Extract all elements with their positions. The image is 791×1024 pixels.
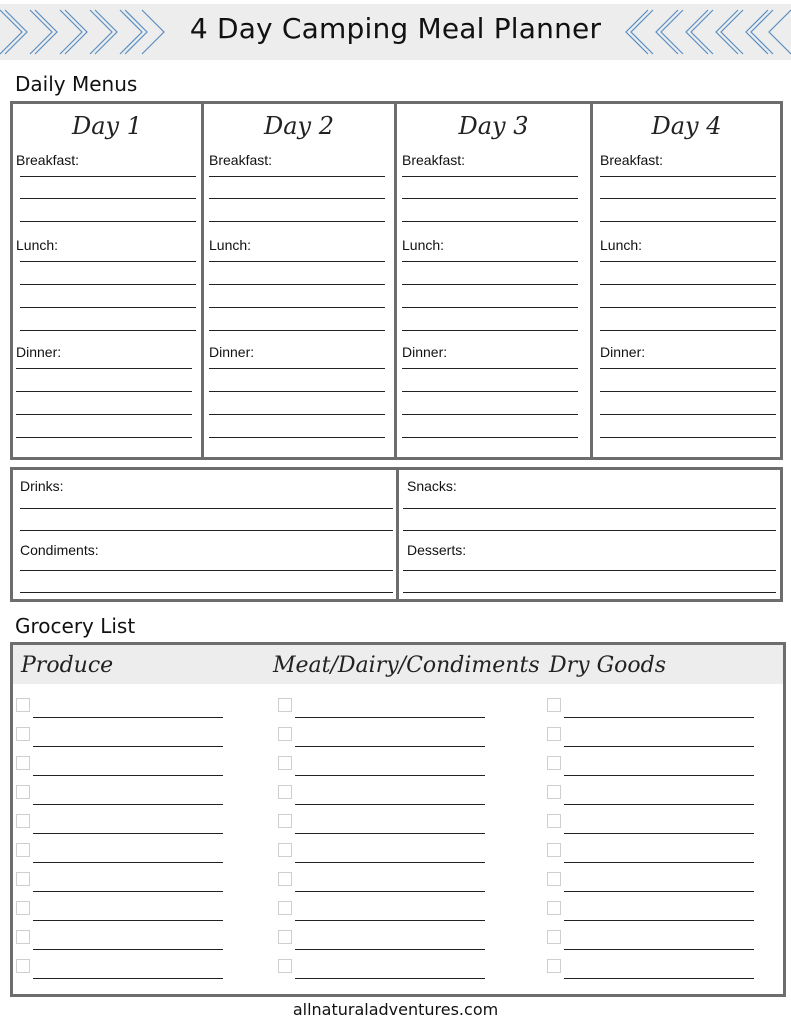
- dry-goods-item-line[interactable]: [564, 717, 754, 718]
- meat-dairy-checkbox[interactable]: [278, 785, 292, 799]
- meat-dairy-item-line[interactable]: [295, 920, 485, 921]
- lunch-line[interactable]: [402, 261, 578, 262]
- dry-goods-checkbox[interactable]: [547, 930, 561, 944]
- dinner-line[interactable]: [402, 437, 578, 438]
- produce-checkbox[interactable]: [16, 901, 30, 915]
- dry-goods-checkbox[interactable]: [547, 843, 561, 857]
- day-title: Day 3: [458, 112, 529, 140]
- page-title: 4 Day Camping Meal Planner: [189, 12, 602, 45]
- meat-dairy-checkbox[interactable]: [278, 872, 292, 886]
- meat-dairy-item-line[interactable]: [295, 891, 485, 892]
- lunch-line[interactable]: [600, 330, 776, 331]
- dry-goods-item-line[interactable]: [564, 833, 754, 834]
- lunch-line[interactable]: [402, 284, 578, 285]
- day-column-1: [13, 104, 201, 457]
- lunch-line[interactable]: [402, 330, 578, 331]
- meat-dairy-item-line[interactable]: [295, 949, 485, 950]
- day-title: Day 1: [71, 112, 142, 140]
- website-footer: allnaturaladventures.com: [292, 1000, 499, 1019]
- dry-goods-item-line[interactable]: [564, 920, 754, 921]
- meat-dairy-item-line[interactable]: [295, 833, 485, 834]
- snacks-label: Snacks:: [407, 478, 457, 494]
- breakfast-line[interactable]: [20, 176, 196, 177]
- dinner-line[interactable]: [209, 437, 385, 438]
- dinner-label: Dinner:: [600, 344, 646, 360]
- breakfast-line[interactable]: [209, 221, 385, 222]
- header-band: [0, 4, 791, 60]
- dry-goods-checkbox[interactable]: [547, 698, 561, 712]
- meat-dairy-checkbox[interactable]: [278, 901, 292, 915]
- dinner-label: Dinner:: [402, 344, 448, 360]
- breakfast-line[interactable]: [20, 221, 196, 222]
- day-column-4: [593, 104, 780, 457]
- meat-dairy-item-line[interactable]: [295, 804, 485, 805]
- produce-checkbox[interactable]: [16, 698, 30, 712]
- dinner-line[interactable]: [402, 391, 578, 392]
- lunch-label: Lunch:: [402, 237, 445, 253]
- produce-checkbox[interactable]: [16, 727, 30, 741]
- breakfast-line[interactable]: [600, 176, 776, 177]
- breakfast-line[interactable]: [20, 198, 196, 199]
- lunch-label: Lunch:: [209, 237, 252, 253]
- dry-goods-checkbox[interactable]: [547, 959, 561, 973]
- meat-dairy-item-line[interactable]: [295, 862, 485, 863]
- dinner-line[interactable]: [600, 391, 776, 392]
- drinks-label: Drinks:: [20, 478, 64, 494]
- dinner-line[interactable]: [16, 414, 192, 415]
- breakfast-line[interactable]: [402, 198, 578, 199]
- lunch-line[interactable]: [209, 330, 385, 331]
- breakfast-line[interactable]: [600, 221, 776, 222]
- dinner-line[interactable]: [600, 437, 776, 438]
- desserts-label: Desserts:: [407, 542, 467, 558]
- meat-dairy-item-line[interactable]: [295, 717, 485, 718]
- dinner-label: Dinner:: [16, 344, 62, 360]
- dry-goods-checkbox[interactable]: [547, 901, 561, 915]
- day-title: Day 2: [263, 112, 334, 140]
- extras-box: [10, 467, 783, 602]
- meat-dairy-item-line[interactable]: [295, 978, 485, 979]
- column-divider: [396, 470, 399, 599]
- breakfast-label: Breakfast:: [402, 152, 466, 168]
- dinner-line[interactable]: [209, 368, 385, 369]
- dry-goods-item-line[interactable]: [564, 949, 754, 950]
- breakfast-label: Breakfast:: [16, 152, 80, 168]
- drinks-line[interactable]: [20, 508, 393, 509]
- produce-item-line[interactable]: [33, 978, 223, 979]
- meat-dairy-checkbox[interactable]: [278, 814, 292, 828]
- lunch-line[interactable]: [209, 307, 385, 308]
- daily-menus-box: [10, 101, 783, 460]
- produce-checkbox[interactable]: [16, 814, 30, 828]
- dry-goods-item-line[interactable]: [564, 804, 754, 805]
- produce-item-line[interactable]: [33, 775, 223, 776]
- dinner-line[interactable]: [600, 414, 776, 415]
- dry-goods-item-line[interactable]: [564, 746, 754, 747]
- breakfast-line[interactable]: [402, 221, 578, 222]
- lunch-line[interactable]: [20, 261, 196, 262]
- lunch-line[interactable]: [402, 307, 578, 308]
- desserts-line[interactable]: [403, 592, 776, 593]
- produce-checkbox[interactable]: [16, 872, 30, 886]
- daily-menus-heading: Daily Menus: [15, 72, 138, 96]
- produce-checkbox[interactable]: [16, 785, 30, 799]
- meat-dairy-item-line[interactable]: [295, 775, 485, 776]
- dinner-line[interactable]: [402, 414, 578, 415]
- snacks-line[interactable]: [403, 508, 776, 509]
- dry-goods-item-line[interactable]: [564, 775, 754, 776]
- produce-item-line[interactable]: [33, 833, 223, 834]
- dinner-line[interactable]: [16, 391, 192, 392]
- meat-dairy-checkbox[interactable]: [278, 698, 292, 712]
- lunch-line[interactable]: [600, 284, 776, 285]
- dry-goods-item-line[interactable]: [564, 891, 754, 892]
- produce-item-line[interactable]: [33, 862, 223, 863]
- breakfast-line[interactable]: [209, 176, 385, 177]
- dinner-line[interactable]: [16, 437, 192, 438]
- lunch-line[interactable]: [20, 330, 196, 331]
- condiments-line[interactable]: [20, 570, 393, 571]
- dry-goods-checkbox[interactable]: [547, 814, 561, 828]
- produce-item-line[interactable]: [33, 746, 223, 747]
- produce-checkbox[interactable]: [16, 843, 30, 857]
- breakfast-line[interactable]: [209, 198, 385, 199]
- dinner-line[interactable]: [209, 414, 385, 415]
- snacks-line[interactable]: [403, 530, 776, 531]
- day-column-3: [397, 104, 590, 457]
- dry-goods-checkbox[interactable]: [547, 756, 561, 770]
- produce-checkbox[interactable]: [16, 756, 30, 770]
- lunch-label: Lunch:: [16, 237, 59, 253]
- dinner-line[interactable]: [209, 391, 385, 392]
- grocery-header-band: [13, 645, 783, 684]
- grocery-list-heading: Grocery List: [15, 614, 136, 638]
- produce-item-line[interactable]: [33, 949, 223, 950]
- meat-dairy-checkbox[interactable]: [278, 756, 292, 770]
- breakfast-label: Breakfast:: [209, 152, 273, 168]
- day-title: Day 4: [651, 112, 722, 140]
- dinner-line[interactable]: [402, 368, 578, 369]
- lunch-line[interactable]: [209, 284, 385, 285]
- grocery-box: [10, 642, 786, 997]
- dinner-label: Dinner:: [209, 344, 255, 360]
- lunch-line[interactable]: [600, 307, 776, 308]
- breakfast-line[interactable]: [402, 176, 578, 177]
- produce-checkbox[interactable]: [16, 959, 30, 973]
- dry-goods-checkbox[interactable]: [547, 785, 561, 799]
- dinner-line[interactable]: [600, 368, 776, 369]
- lunch-line[interactable]: [600, 261, 776, 262]
- condiments-label: Condiments:: [20, 542, 99, 558]
- produce-checkbox[interactable]: [16, 930, 30, 944]
- meat-dairy-checkbox[interactable]: [278, 843, 292, 857]
- produce-item-line[interactable]: [33, 891, 223, 892]
- drinks-line[interactable]: [20, 530, 393, 531]
- meat-dairy-checkbox[interactable]: [278, 930, 292, 944]
- dry-goods-item-line[interactable]: [564, 862, 754, 863]
- meat-dairy-checkbox[interactable]: [278, 727, 292, 741]
- day-column-2: [204, 104, 394, 457]
- lunch-label: Lunch:: [600, 237, 643, 253]
- lunch-line[interactable]: [209, 261, 385, 262]
- produce-item-line[interactable]: [33, 804, 223, 805]
- meat-dairy-checkbox[interactable]: [278, 959, 292, 973]
- dry-goods-checkbox[interactable]: [547, 872, 561, 886]
- breakfast-label: Breakfast:: [600, 152, 664, 168]
- produce-column-title: Produce: [21, 653, 114, 678]
- produce-item-line[interactable]: [33, 920, 223, 921]
- dinner-line[interactable]: [16, 368, 192, 369]
- lunch-line[interactable]: [20, 284, 196, 285]
- produce-item-line[interactable]: [33, 717, 223, 718]
- breakfast-line[interactable]: [600, 198, 776, 199]
- meat-dairy-column-title: Meat/Dairy/Condiments: [273, 653, 540, 678]
- dry-goods-column-title: Dry Goods: [549, 653, 667, 678]
- dry-goods-item-line[interactable]: [564, 978, 754, 979]
- meat-dairy-item-line[interactable]: [295, 746, 485, 747]
- dry-goods-checkbox[interactable]: [547, 727, 561, 741]
- lunch-line[interactable]: [20, 307, 196, 308]
- desserts-line[interactable]: [403, 570, 776, 571]
- condiments-line[interactable]: [20, 592, 393, 593]
